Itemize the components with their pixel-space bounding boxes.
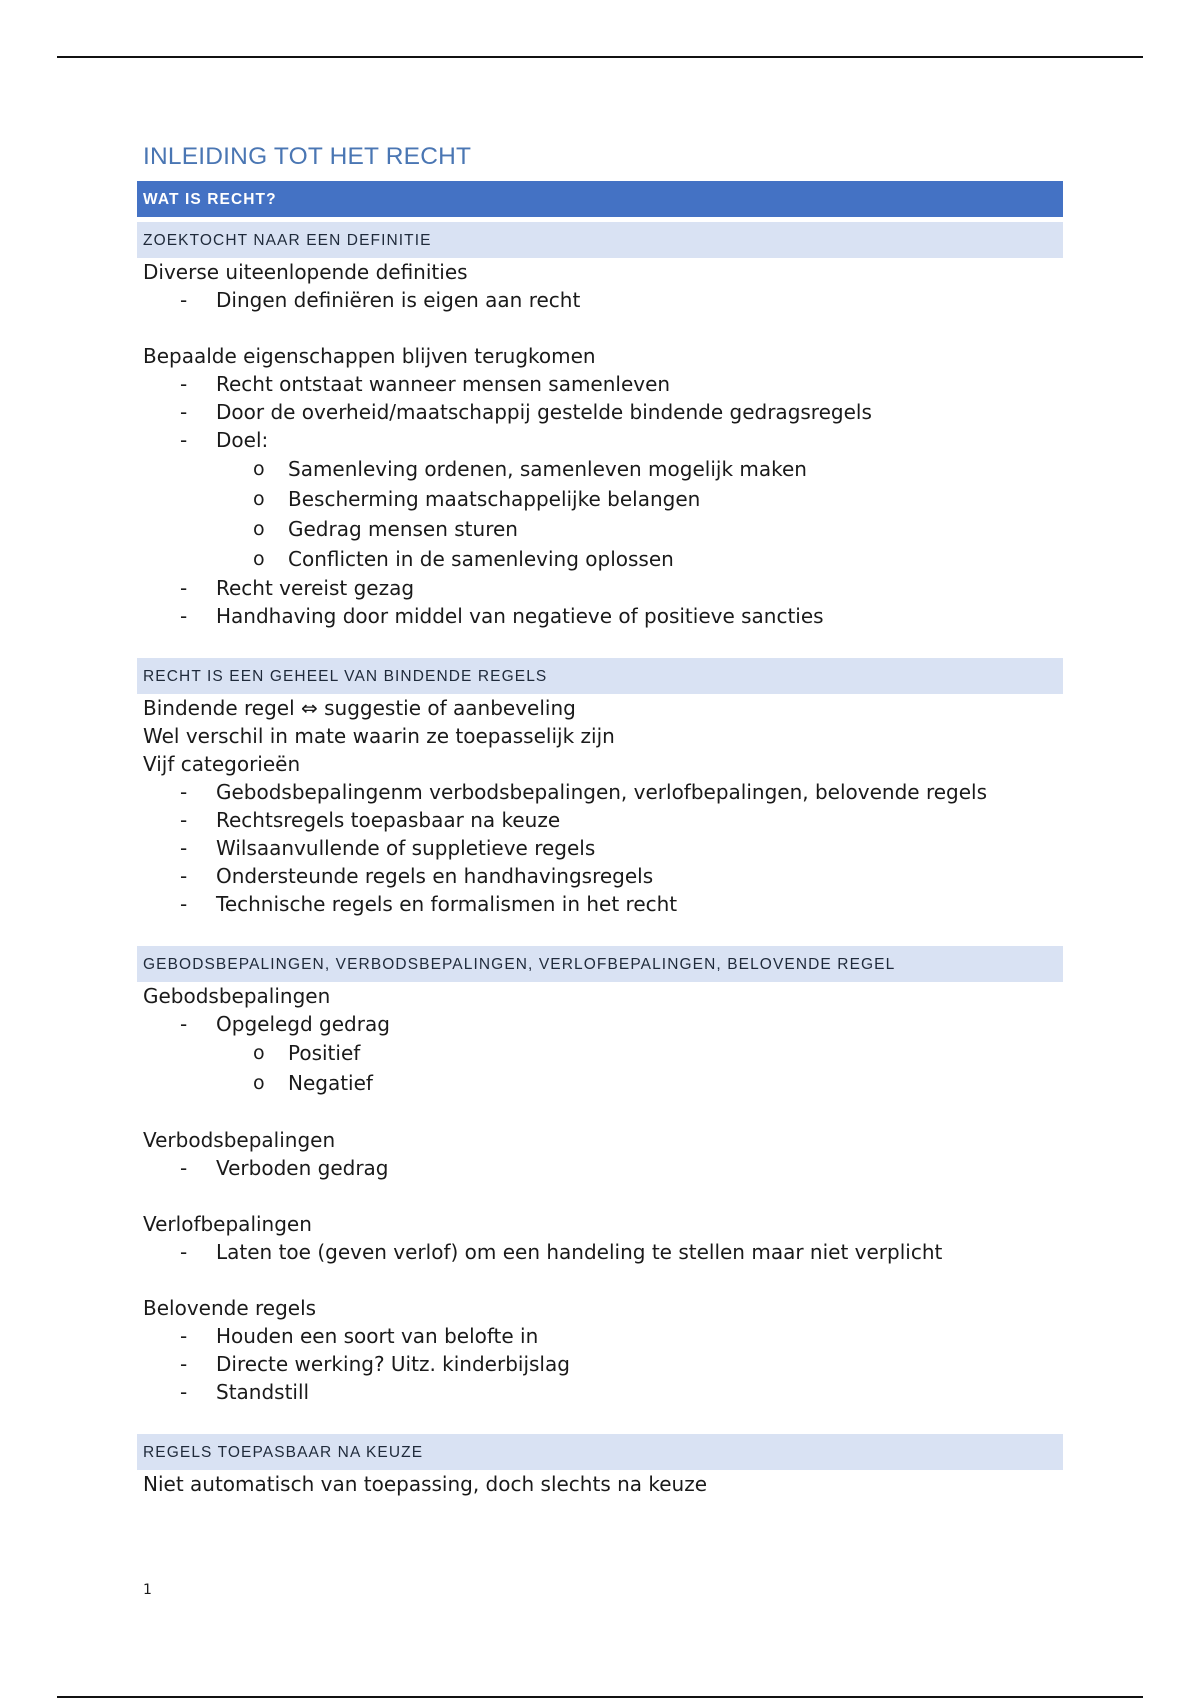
line-text: Directe werking? Uitz. kinderbijslag: [216, 1352, 570, 1376]
dash-bullet-marker: -: [180, 372, 188, 396]
circle-bullet-marker: o: [253, 458, 265, 480]
sub-bullet-item: [137, 1038, 1063, 1068]
line-text: Gebodsbepalingen: [143, 984, 331, 1008]
blank-line: [137, 1098, 1063, 1126]
line-text: Vijf categorieën: [143, 752, 301, 776]
line-text: Verboden gedrag: [216, 1156, 389, 1180]
line-text: Technische regels en formalismen in het recht: [216, 892, 678, 916]
line-text: Recht ontstaat wanneer mensen samenleven: [216, 372, 671, 396]
dash-bullet-marker: -: [180, 288, 188, 312]
dash-bullet-marker: -: [180, 836, 188, 860]
sub-bullet-item: [137, 484, 1063, 514]
line-text: Diverse uiteenlopende definities: [143, 260, 468, 284]
bullet-item: [137, 398, 1063, 426]
dash-bullet-marker: -: [180, 400, 188, 424]
dash-bullet-marker: -: [180, 864, 188, 888]
blank-line: [137, 918, 1063, 946]
line-text: Samenleving ordenen, samenleven mogelijk maken: [288, 457, 807, 481]
line-text: Dingen definiëren is eigen aan recht: [216, 288, 581, 312]
paragraph: [137, 1470, 1063, 1498]
bullet-item: [137, 370, 1063, 398]
dash-bullet-marker: -: [180, 808, 188, 832]
blank-line: [137, 1266, 1063, 1294]
bullet-item: [137, 574, 1063, 602]
circle-bullet-marker: o: [253, 488, 265, 510]
line-text: Wilsaanvullende of suppletieve regels: [216, 836, 596, 860]
paragraph: [137, 258, 1063, 286]
line-text: Wel verschil in mate waarin ze toepasselijk zijn: [143, 724, 615, 748]
paragraph: [137, 982, 1063, 1010]
line-text: Bepaalde eigenschappen blijven terugkomen: [143, 344, 596, 368]
line-text: Doel:: [216, 428, 269, 452]
dash-bullet-marker: -: [180, 1156, 188, 1180]
circle-bullet-marker: o: [253, 518, 265, 540]
dash-bullet-marker: -: [180, 576, 188, 600]
section-heading: GEBODSBEPALINGEN, VERBODSBEPALINGEN, VERLOFBEPALINGEN, BELOVENDE REGEL: [137, 946, 1063, 982]
footer-rule: [57, 1696, 1143, 1698]
chapter-heading: WAT IS RECHT?: [137, 181, 1063, 217]
line-text: Gebodsbepalingenm verbodsbepalingen, verlofbepalingen, belovende regels: [216, 780, 988, 804]
paragraph: [137, 1210, 1063, 1238]
line-text: Negatief: [288, 1071, 373, 1095]
dash-bullet-marker: -: [180, 892, 188, 916]
bullet-item: [137, 1322, 1063, 1350]
bullet-item: [137, 1378, 1063, 1406]
document-title: INLEIDING TOT HET RECHT: [143, 143, 472, 170]
bullet-item: [137, 834, 1063, 862]
section-heading: RECHT IS EEN GEHEEL VAN BINDENDE REGELS: [137, 658, 1063, 694]
bullet-item: [137, 1154, 1063, 1182]
document-body: [137, 140, 1063, 1498]
line-text: Standstill: [216, 1380, 310, 1404]
paragraph: [137, 342, 1063, 370]
line-text: Belovende regels: [143, 1296, 317, 1320]
line-text: Positief: [288, 1041, 361, 1065]
paragraph: [137, 1294, 1063, 1322]
sub-bullet-item: [137, 1068, 1063, 1098]
line-text: Houden een soort van belofte in: [216, 1324, 539, 1348]
dash-bullet-marker: -: [180, 1352, 188, 1376]
bullet-item: [137, 602, 1063, 630]
bullet-item: [137, 1238, 1063, 1266]
paragraph: [137, 750, 1063, 778]
sub-bullet-item: [137, 544, 1063, 574]
line-text: Conflicten in de samenleving oplossen: [288, 547, 674, 571]
sub-bullet-item: [137, 454, 1063, 484]
header-rule: [57, 56, 1143, 58]
dash-bullet-marker: -: [180, 604, 188, 628]
blank-line: [137, 314, 1063, 342]
paragraph: [137, 722, 1063, 750]
line-text: Niet automatisch van toepassing, doch slechts na keuze: [143, 1472, 708, 1496]
bullet-item: [137, 778, 1063, 806]
dash-bullet-marker: -: [180, 1380, 188, 1404]
circle-bullet-marker: o: [253, 548, 265, 570]
paragraph: [137, 1126, 1063, 1154]
sub-bullet-item: [137, 514, 1063, 544]
line-text: Recht vereist gezag: [216, 576, 415, 600]
line-text: Laten toe (geven verlof) om een handeling te stellen maar niet verplicht: [216, 1240, 943, 1264]
bullet-item: [137, 862, 1063, 890]
bullet-item: [137, 890, 1063, 918]
blank-line: [137, 1182, 1063, 1210]
line-text: Opgelegd gedrag: [216, 1012, 390, 1036]
line-text: Door de overheid/maatschappij gestelde bindende gedragsregels: [216, 400, 872, 424]
blank-line: [137, 630, 1063, 658]
circle-bullet-marker: o: [253, 1042, 265, 1064]
line-text: Rechtsregels toepasbaar na keuze: [216, 808, 561, 832]
dash-bullet-marker: -: [180, 1240, 188, 1264]
bullet-item: [137, 286, 1063, 314]
line-text: Handhaving door middel van negatieve of positieve sancties: [216, 604, 824, 628]
bullet-item: [137, 426, 1063, 454]
blank-line: [137, 1406, 1063, 1434]
line-text: Verlofbepalingen: [143, 1212, 312, 1236]
dash-bullet-marker: -: [180, 780, 188, 804]
dash-bullet-marker: -: [180, 1324, 188, 1348]
line-text: Ondersteunde regels en handhavingsregels: [216, 864, 654, 888]
bullet-item: [137, 1010, 1063, 1038]
bullet-item: [137, 1350, 1063, 1378]
dash-bullet-marker: -: [180, 428, 188, 452]
line-text: Bindende regel ⇔ suggestie of aanbeveling: [143, 696, 576, 720]
line-text: Bescherming maatschappelijke belangen: [288, 487, 701, 511]
page-number: 1: [143, 1582, 152, 1598]
bullet-item: [137, 806, 1063, 834]
section-heading: ZOEKTOCHT NAAR EEN DEFINITIE: [137, 222, 1063, 258]
line-text: Verbodsbepalingen: [143, 1128, 336, 1152]
section-heading: REGELS TOEPASBAAR NA KEUZE: [137, 1434, 1063, 1470]
dash-bullet-marker: -: [180, 1012, 188, 1036]
paragraph: [137, 694, 1063, 722]
circle-bullet-marker: o: [253, 1072, 265, 1094]
line-text: Gedrag mensen sturen: [288, 517, 518, 541]
